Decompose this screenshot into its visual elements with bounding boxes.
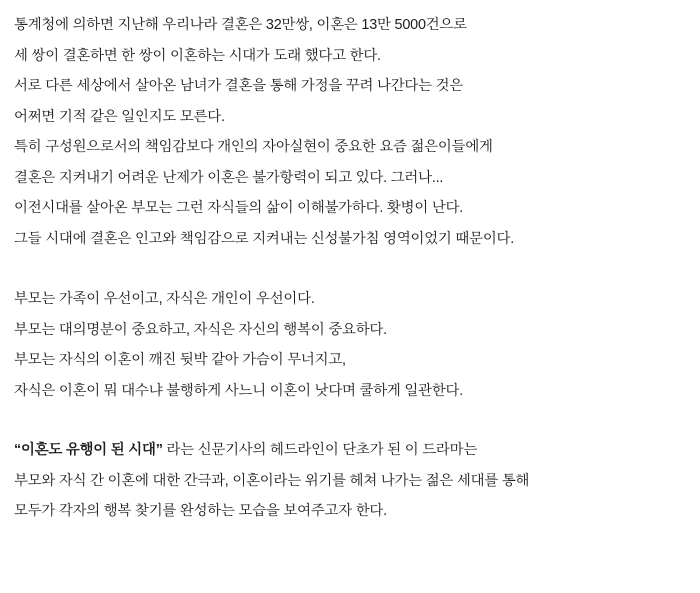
text-line: 결혼은 지켜내기 어려운 난제가 이혼은 불가항력이 되고 있다. 그러나... <box>14 169 444 186</box>
text-line: 이전시대를 살아온 부모는 그런 자식들의 삶이 이해불가하다. 홧병이 난다. <box>14 200 464 216</box>
text-line: 부모와 자식 간 이혼에 대한 간극과, 이혼이라는 위기를 헤쳐 나가는 젊은 세대를 통해 <box>14 472 530 489</box>
paragraph-block-2 <box>14 132 686 254</box>
text-line: 그들 시대에 결혼은 인고와 책임감으로 지켜내는 신성불가침 영역이었기 때문이다. <box>14 230 515 247</box>
paragraph-spacer <box>14 254 686 284</box>
text-line: 부모는 가족이 우선이고, 자식은 개인이 우선이다. <box>14 291 315 307</box>
paragraph-spacer <box>14 406 686 435</box>
paragraph-block-1 <box>14 10 686 132</box>
text-line: 부모는 대의명분이 중요하고, 자식은 자신의 행복이 중요하다. <box>14 321 387 338</box>
text-line: 부모는 자식의 이혼이 깨진 뒷박 같아 가슴이 무너지고, <box>14 352 346 368</box>
text-line: 특히 구성원으로서의 책임감보다 개인의 자아실현이 중요한 요즘 젊은이들에게 <box>14 139 493 155</box>
text-line: 어쩌면 기적 같은 일인지도 모른다. <box>14 108 225 125</box>
headline-line <box>14 435 686 466</box>
closing-block <box>14 435 686 527</box>
text-line: 세 쌍이 결혼하면 한 쌍이 이혼하는 시대가 도래 했다고 한다. <box>14 47 381 64</box>
text-line: 통계청에 의하면 지난해 우리나라 결혼은 32만쌍, 이혼은 13만 5000건으로 <box>14 17 467 33</box>
headline-tail: 라는 신문기사의 헤드라인이 단초가 된 이 드라마는 <box>162 442 478 458</box>
text-line: 서로 다른 세상에서 살아온 남녀가 결혼을 통해 가정을 꾸려 나간다는 것은 <box>14 78 464 94</box>
paragraph-block-3 <box>14 284 686 406</box>
headline-quote: “이혼도 유행이 된 시대” <box>14 442 163 458</box>
text-line: 모두가 각자의 행복 찾기를 완성하는 모습을 보여주고자 한다. <box>14 503 387 519</box>
text-line: 자식은 이혼이 뭐 대수냐 불행하게 사느니 이혼이 낫다며 쿨하게 일관한다. <box>14 382 464 399</box>
